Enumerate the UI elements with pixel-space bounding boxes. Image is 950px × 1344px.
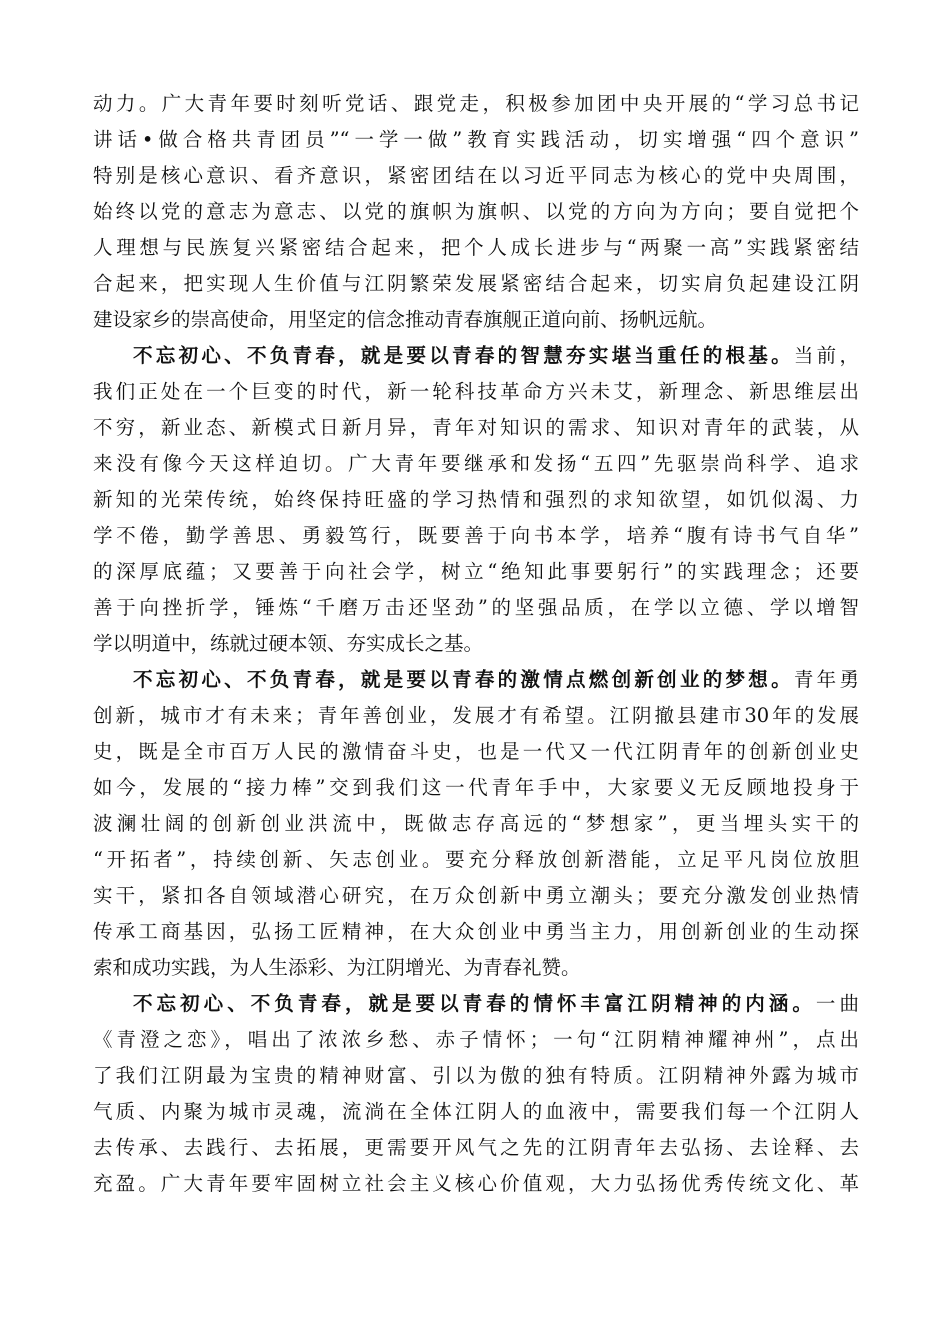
text-line: 讲话•做合格共青团员”“一学一做”教育实践活动，切实增强“四个意识” (93, 128, 859, 151)
text-line: 特别是核心意识、看齐意识，紧密团结在以习近平同志为核心的党中央周围， (93, 164, 859, 187)
text-line: 学不倦，勤学善思、勇毅笃行，既要善于向书本学，培养“腹有诗书气自华” (93, 524, 859, 547)
text-line: 去传承、去践行、去拓展，更需要开风气之先的江阴青年去弘扬、去诠释、去 (93, 1136, 859, 1159)
text-line: 充盈。广大青年要牢固树立社会主义核心价值观，大力弘扬优秀传统文化、革 (93, 1172, 859, 1195)
text-line: 人理想与民族复兴紧密结合起来，把个人成长进步与“两聚一高”实践紧密结 (93, 236, 859, 259)
text-line: 新知的光荣传统，始终保持旺盛的学习热情和强烈的求知欲望，如饥似渴、力 (93, 488, 859, 511)
paragraph-lead-line (93, 986, 859, 1022)
text-fragment: 一曲 (815, 992, 859, 1015)
text-line: 史，既是全市百万人民的激情奋斗史，也是一代又一代江阴青年的创新创业史 (93, 740, 859, 763)
text-line: 索和成功实践，为人生添彩、为江阴增光、为青春礼赞。 (93, 956, 581, 979)
text-line: 传承工商基因，弘扬工匠精神，在大众创业中勇当主力，用创新创业的生动探 (93, 920, 859, 943)
paragraph-3 (93, 662, 859, 986)
text-line: 如今，发展的“接力棒”交到我们这一代青年手中，大家要义无反顾地投身于 (93, 776, 859, 799)
text-line: 学以明道中，练就过硬本领、夯实成长之基。 (93, 632, 484, 655)
text-line: 实干，紧扣各自领域潜心研究，在万众创新中勇立潮头；要充分激发创业热情 (93, 884, 859, 907)
text-line: 我们正处在一个巨变的时代，新一轮科技革命方兴未艾，新理念、新思维层出 (93, 380, 859, 403)
text-line: 《青澄之恋》，唱出了浓浓乡愁、赤子情怀；一句“江阴精神耀神州”，点出 (93, 1028, 859, 1051)
document-page (93, 86, 859, 1202)
text-line: 来没有像今天这样迫切。广大青年要继承和发扬“五四”先驱崇尚科学、追求 (93, 452, 859, 475)
paragraph-2 (93, 338, 859, 662)
paragraph-1 (93, 86, 859, 338)
text-line: 波澜壮阔的创新创业洪流中，既做志存高远的“梦想家”，更当埋头实干的 (93, 812, 859, 835)
text-line: “开拓者”，持续创新、矢志创业。要充分释放创新潜能，立足平凡岗位放胆 (93, 848, 859, 871)
text-fragment: 青年勇 (793, 668, 859, 691)
paragraph-lead-line (93, 338, 859, 374)
paragraph-heading: 不忘初心、不负青春，就是要以青春的智慧夯实堪当重任的根基。 (133, 344, 794, 367)
text-line: 了我们江阴最为宝贵的精神财富、引以为傲的独有特质。江阴精神外露为城市 (93, 1064, 859, 1087)
paragraph-heading: 不忘初心、不负青春，就是要以青春的激情点燃创新创业的梦想。 (133, 668, 794, 691)
text-line: 创新，城市才有未来；青年善创业，发展才有希望。江阴撤县建市30年的发展 (93, 704, 859, 727)
text-line: 气质、内聚为城市灵魂，流淌在全体江阴人的血液中，需要我们每一个江阴人 (93, 1100, 859, 1123)
paragraph-heading: 不忘初心、不负青春，就是要以青春的情怀丰富江阴精神的内涵。 (133, 992, 816, 1015)
text-line: 建设家乡的崇高使命，用坚定的信念推动青春旗舰正道向前、扬帆远航。 (93, 308, 718, 331)
paragraph-4 (93, 986, 859, 1202)
text-line: 动力。广大青年要时刻听党话、跟党走，积极参加团中央开展的“学习总书记 (93, 92, 859, 115)
text-line: 合起来，把实现人生价值与江阴繁荣发展紧密结合起来，切实肩负起建设江阴 (93, 272, 859, 295)
text-fragment: 当前， (793, 344, 859, 367)
text-line: 的深厚底蕴；又要善于向社会学，树立“绝知此事要躬行”的实践理念；还要 (93, 560, 859, 583)
text-line: 不穷，新业态、新模式日新月异，青年对知识的需求、知识对青年的武装，从 (93, 416, 859, 439)
text-line: 始终以党的意志为意志、以党的旗帜为旗帜、以党的方向为方向；要自觉把个 (93, 200, 859, 223)
text-line: 善于向挫折学，锤炼“千磨万击还坚劲”的坚强品质，在学以立德、学以增智 (93, 596, 859, 619)
paragraph-lead-line (93, 662, 859, 698)
